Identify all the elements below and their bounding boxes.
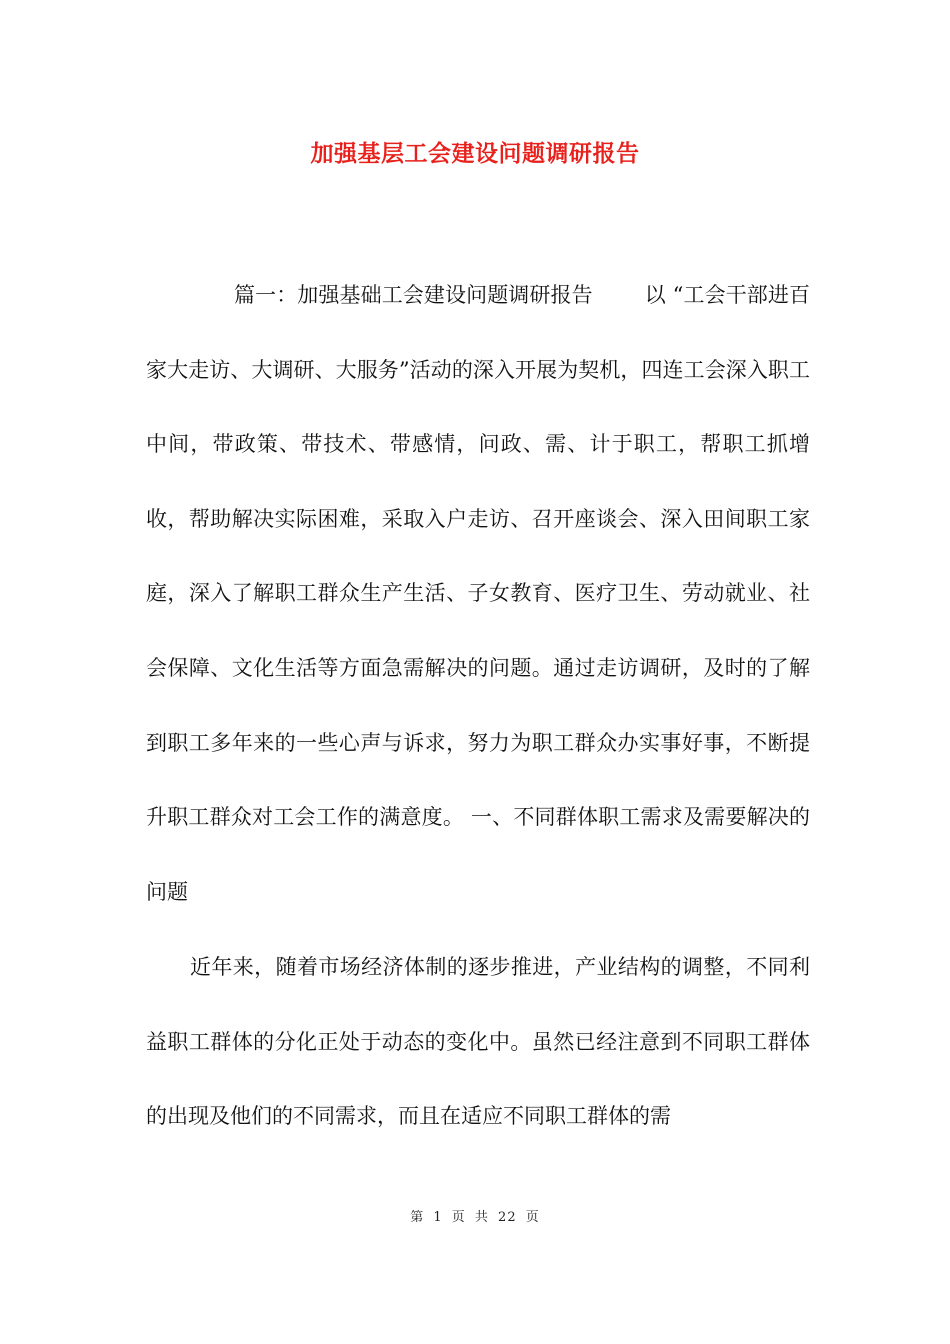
page-number: 第 1 页 共 22 页 — [410, 1210, 540, 1225]
section-heading: 篇一：加强基础工会建设问题调研报告 — [234, 283, 593, 307]
paragraph-1 — [146, 258, 810, 929]
paragraph-1-text: 以 “工会干部进百家大走访、大调研、大服务”活动的深入开展为契机，四连工会深入职工中间，带政策、带技术、带感情，问政、需、计于职工，帮职工抓增收，帮助解决实际困难，采取入户走访、召开座谈会、深入田间职工家庭，深入了解职工群众生产生活、子女教育、医疗卫生、劳动就业、社会保障、文化生活等方面急需解决的问题。通过走访调研，及时的了解到职工多年来的一些心声与诉求，努力为职工群众办实事好事，不断提升职工群众对工会工作的满意度。 一、不同群体职工需求及需要解决的问题 — [146, 283, 810, 904]
paragraph-2: 近年来，随着市场经济体制的逐步推进，产业结构的调整，不同利益职工群体的分化正处于动态的变化中。虽然已经注意到不同职工群体的出现及他们的不同需求，而且在适应不同职工群体的需 — [146, 955, 810, 1129]
document-title: 加强基层工会建设问题调研报告 — [310, 140, 640, 167]
